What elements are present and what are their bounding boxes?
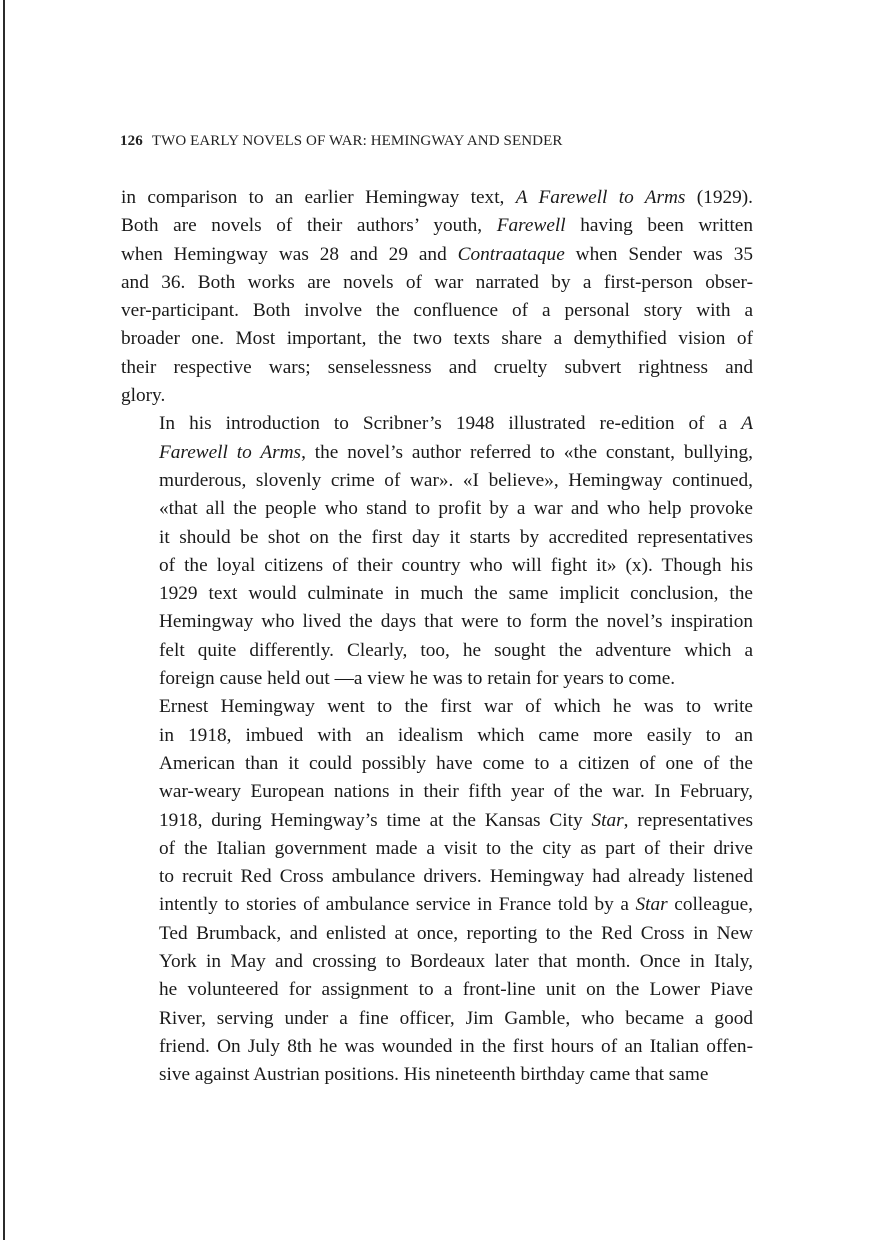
text-line: felt quite differently. Clearly, too, he sought the adventure which a: [159, 639, 753, 661]
text-line: in comparison to an earlier Hemingway text, A Farewell to Arms (1929).: [121, 187, 753, 208]
text-line: it should be shot on the first day it starts by accredited representatives: [159, 526, 753, 548]
text-line: Farewell to Arms, the novel’s author referred to «the constant, bullying,: [159, 441, 753, 463]
text-line: of the loyal citizens of their country who will fight it» (x). Though his: [159, 554, 753, 576]
paragraph: [121, 410, 753, 693]
text-line: River, serving under a fine officer, Jim Gamble, who became a good: [159, 1007, 753, 1029]
text-line: In his introduction to Scribner’s 1948 illustrated re-edition of a A: [159, 413, 753, 435]
italic-title: Star: [635, 894, 668, 916]
paragraph: [121, 184, 753, 410]
italic-title: A Farewell to Arms: [515, 187, 686, 208]
text-line: friend. On July 8th he was wounded in the first hours of an Italian offen-: [159, 1035, 753, 1057]
text-line: «that all the people who stand to profit by a war and who help provoke: [159, 498, 753, 520]
text-line: ver-participant. Both involve the confluence of a personal story with a: [121, 300, 753, 322]
text-line: American than it could possibly have come to a citizen of one of the: [159, 752, 753, 774]
text-line: 1918, during Hemingway’s time at the Kansas City Star, representatives: [159, 809, 754, 831]
text-line: 1929 text would culminate in much the same implicit conclusion, the: [159, 583, 753, 605]
text-line: sive against Austrian positions. His nineteenth birthday came that same: [159, 1064, 709, 1086]
text-line: glory.: [121, 385, 166, 407]
page-number: 126: [120, 133, 143, 149]
text-line: he volunteered for assignment to a front-line unit on the Lower Piave: [159, 979, 753, 1001]
italic-title: A: [741, 413, 753, 435]
page-spine-edge: [3, 0, 5, 1240]
paragraph: [121, 693, 753, 1089]
text-line: Ted Brumback, and enlisted at once, reporting to the Red Cross in New: [159, 922, 753, 944]
italic-title: Contraataque: [457, 243, 565, 265]
body-text: [121, 184, 753, 1090]
text-line: and 36. Both works are novels of war narrated by a first-person obser-: [121, 271, 753, 293]
text-line: Hemingway who lived the days that were to form the novel’s inspiration: [159, 611, 753, 633]
text-line: York in May and crossing to Bordeaux later that month. Once in Italy,: [159, 951, 753, 973]
text-line: Ernest Hemingway went to the first war of which he was to write: [159, 696, 753, 718]
text-line: of the Italian government made a visit to the city as part of their drive: [159, 837, 753, 859]
running-title: TWO EARLY NOVELS OF WAR: HEMINGWAY AND SENDER: [151, 133, 563, 149]
text-line: when Hemingway was 28 and 29 and Contraataque when Sender was 35: [121, 243, 753, 265]
text-line: their respective wars; senselessness and cruelty subvert rightness and: [121, 356, 753, 378]
text-line: war-weary European nations in their fifth year of the war. In February,: [159, 781, 753, 803]
italic-title: Star: [591, 809, 624, 831]
italic-title: Farewell to Arms: [159, 441, 302, 463]
text-line: in 1918, imbued with an idealism which came more easily to an: [159, 724, 753, 746]
italic-title: Farewell: [496, 215, 566, 237]
text-line: intently to stories of ambulance service in France told by a Star colleague,: [159, 894, 753, 916]
text-line: Both are novels of their authors’ youth, Farewell having been written: [121, 215, 753, 237]
text-line: broader one. Most important, the two texts share a demythified vision of: [121, 328, 753, 350]
text-line: foreign cause held out —a view he was to retain for years to come.: [159, 668, 676, 690]
text-line: to recruit Red Cross ambulance drivers. Hemingway had already listened: [159, 866, 753, 888]
text-line: murderous, slovenly crime of war». «I believe», Hemingway continued,: [159, 469, 753, 491]
running-header: [120, 133, 562, 150]
